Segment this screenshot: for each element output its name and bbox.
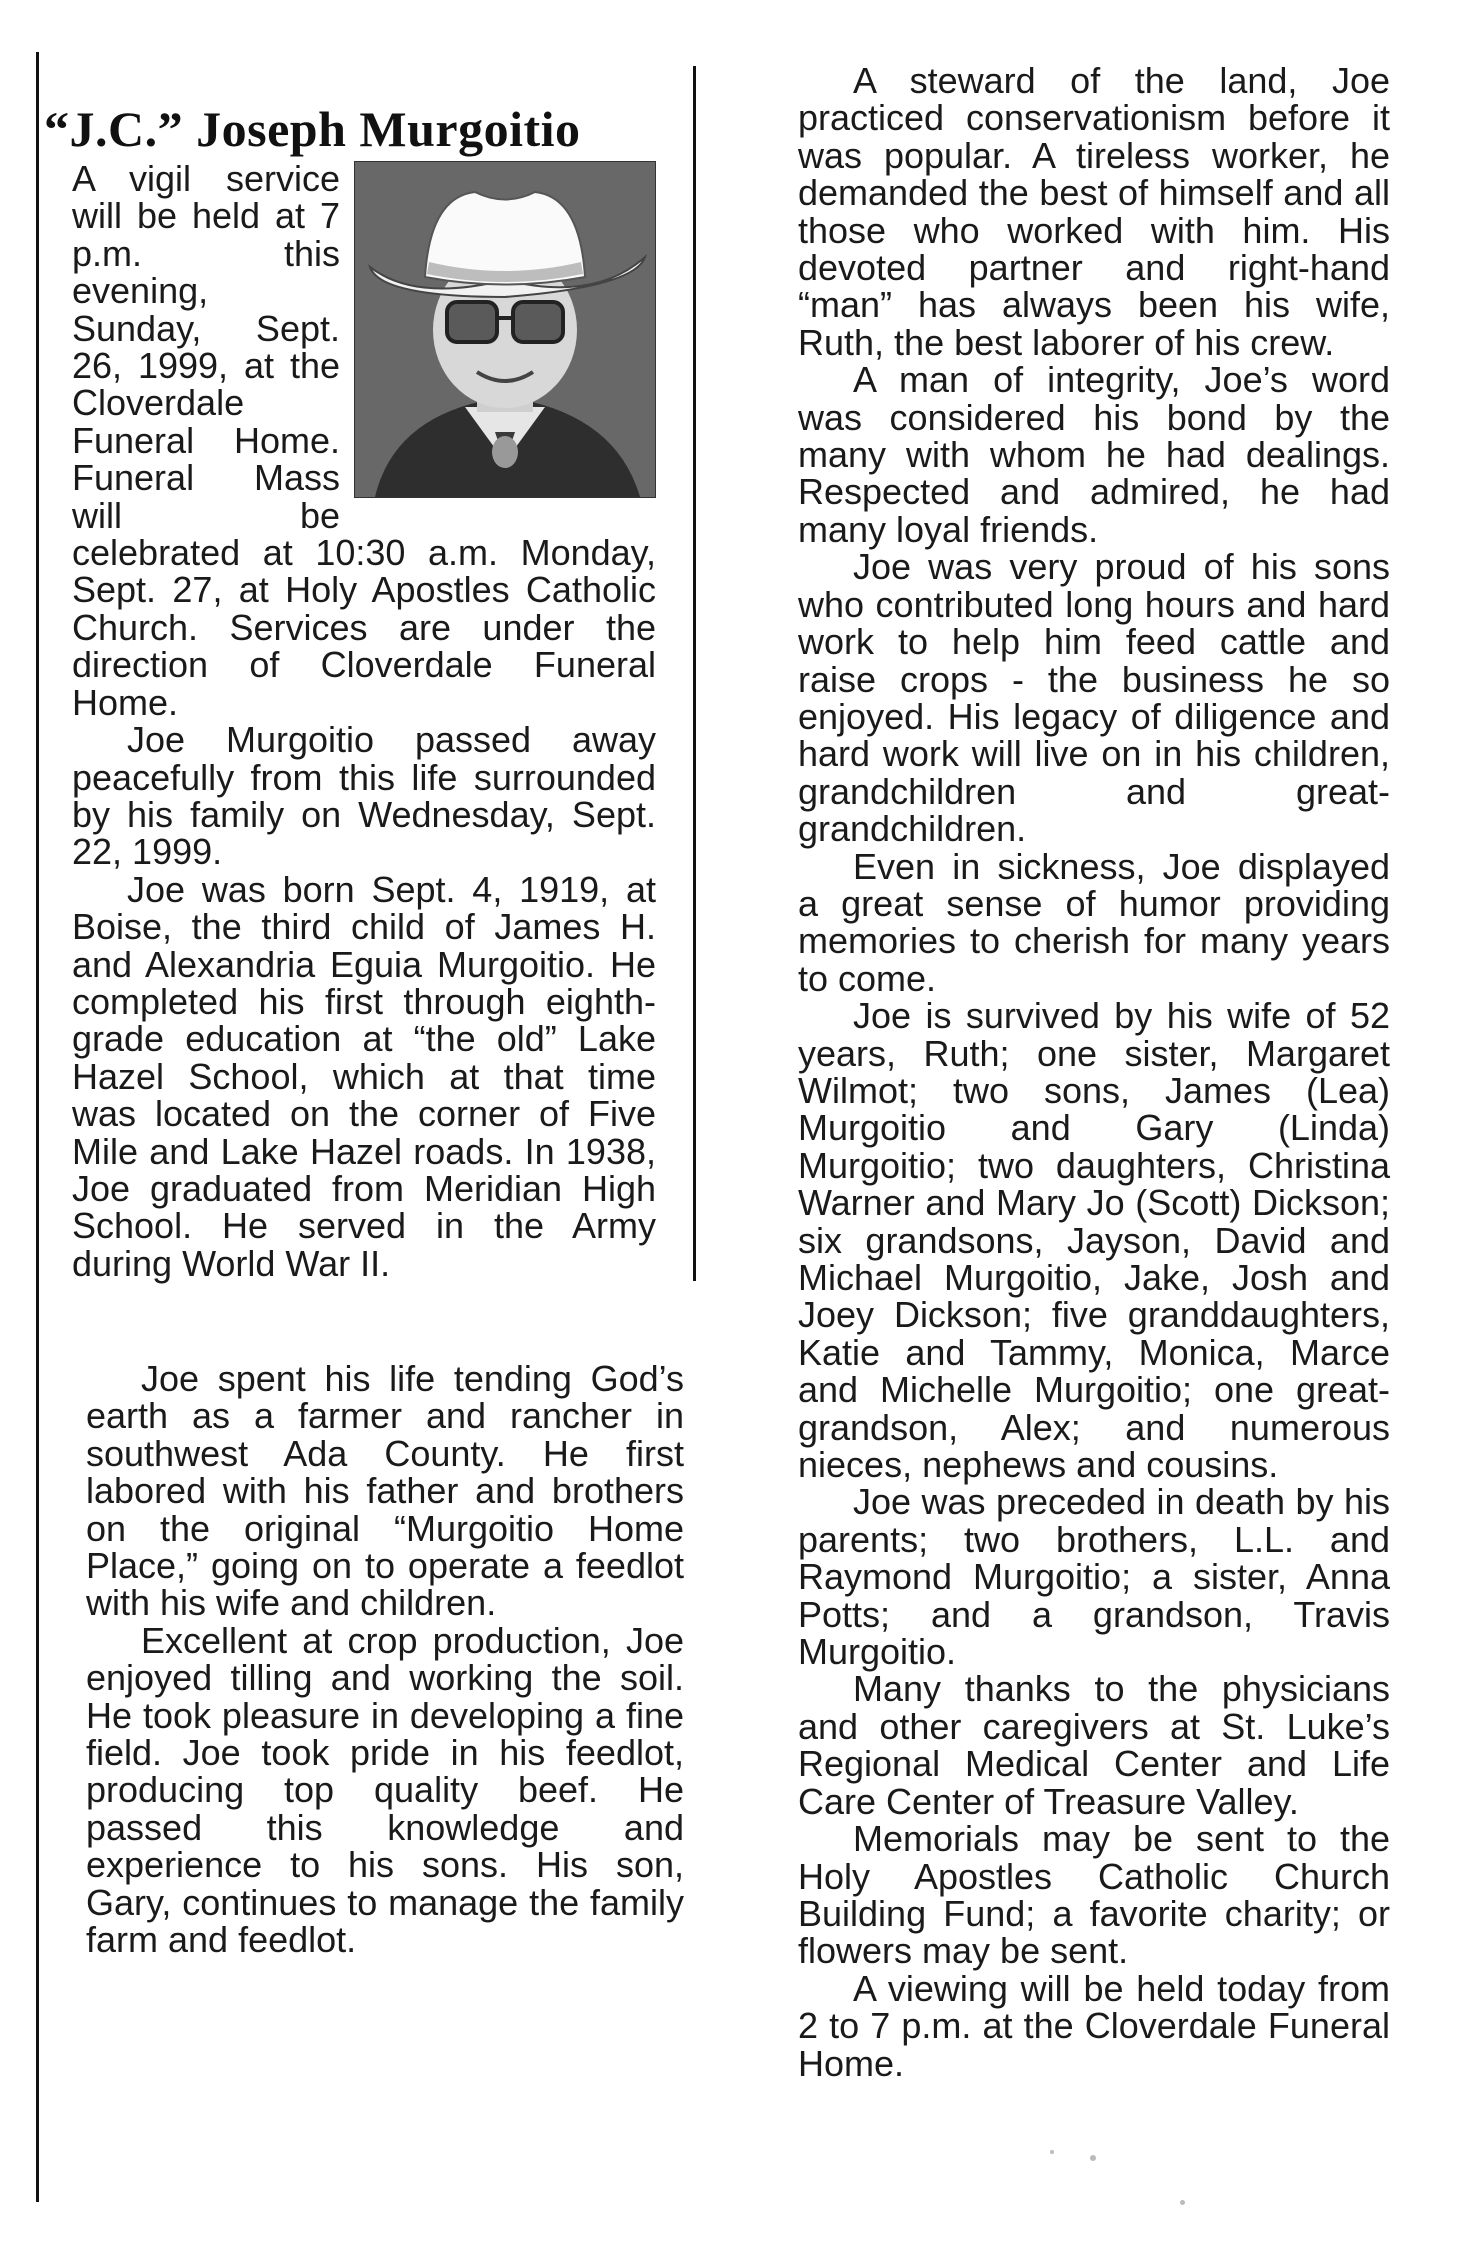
- obituary-headline: “J.C.” Joseph Murgoitio: [44, 101, 581, 157]
- steward-paragraph: A steward of the land, Joe practiced conservationism before it was popular. A tireless worker, he demanded the best of himself and all those who worked with him. His devoted partner and right-hand “man” has always been his wife, Ruth, the best laborer of his crew.: [798, 60, 1390, 363]
- sons-paragraph: Joe was very proud of his sons who contributed long hours and hard work to help him feed cattle and raise crops - the business he so enjoyed. His legacy of diligence and hard work will live on in his children, grandchildren and great-grandchildren.: [798, 546, 1390, 850]
- column-divider-rule: [693, 66, 696, 1281]
- thanks-paragraph: Many thanks to the physicians and other caregivers at St. Luke’s Regional Medical Center and Life Care Center of Treasure Valley.: [798, 1668, 1390, 1822]
- scan-speck: [1090, 2155, 1096, 2161]
- preceded-paragraph: Joe was preceded in death by his parents; two brothers, L.L. and Raymond Murgoitio; a sister, Anna Potts; and a grandson, Travis Murgoitio.: [798, 1481, 1390, 1673]
- survivors-paragraph: Joe is survived by his wife of 52 years, Ruth; one sister, Margaret Wilmot; two sons, James (Lea) Murgoitio and Gary (Linda) Murgoitio; two daughters, Christina Warner and Mary Jo (Scott) Dickson; six grandsons, Jayson, David and Michael Murgoitio, Jake, Josh and Joey Dickson; five granddaughters, Katie and Tammy, Monica, Marce and Michelle Murgoitio; one great-grandson, Alex; and numerous nieces, nephews and cousins.: [798, 995, 1390, 1486]
- portrait-photo: [354, 161, 656, 498]
- scan-speck: [1180, 2200, 1185, 2205]
- left-column-upper: [72, 160, 656, 1282]
- farmer-paragraph: Joe spent his life tending God’s earth as a farmer and rancher in southwest Ada County. He first labored with his father and brothers on the original “Murgoitio Home Place,” going on to operate a feedlot with his wife and children.: [86, 1358, 684, 1624]
- crop-production-paragraph: Excellent at crop production, Joe enjoyed tilling and working the soil. He took pleasure in developing a fine field. Joe took pride in his feedlot, producing top quality beef. He passed this knowledge and experience to his sons. His son, Gary, continues to manage the family farm and feedlot.: [86, 1619, 684, 1961]
- integrity-paragraph: A man of integrity, Joe’s word was considered his bond by the many with whom he had dealings. Respected and admired, he had many loyal friends.: [798, 359, 1390, 550]
- left-column-lower: [86, 1360, 684, 1959]
- memorials-paragraph: Memorials may be sent to the Holy Apostles Catholic Church Building Fund; a favorite charity; or flowers may be sent.: [798, 1818, 1390, 1972]
- passing-paragraph: Joe Murgoitio passed away peacefully from this life surrounded by his family on Wednesday, Sept. 22, 1999.: [72, 719, 656, 873]
- viewing-paragraph: A viewing will be held today from 2 to 7 p.m. at the Cloverdale Funeral Home.: [798, 1967, 1390, 2084]
- vigil-paragraph: A vigil service will be held at 7 p.m. this evening, Sunday, Sept. 26, 1999, at the Cloverdale Funeral Home. Funeral Mass will be celebrated at 10:30 a.m. Monday, Sept. 27, at Holy Apostles Catholic Church. Services are under the direction of Cloverdale Funeral Home.: [72, 158, 656, 723]
- left-border-rule: [36, 52, 39, 2202]
- cowboy-portrait-image: [355, 162, 655, 497]
- birth-education-paragraph: Joe was born Sept. 4, 1919, at Boise, the third child of James H. and Alexandria Eguia Murgoitio. He completed his first through eighth-grade education at “the old” Lake Hazel School, which at that time was located on the corner of Five Mile and Lake Hazel roads. In 1938, Joe graduated from Meridian High School. He served in the Army during World War II.: [72, 868, 656, 1284]
- scan-speck: [1050, 2150, 1054, 2154]
- humor-paragraph: Even in sickness, Joe displayed a great sense of humor providing memories to cherish for many years to come.: [798, 845, 1390, 999]
- right-column: [798, 62, 1390, 2082]
